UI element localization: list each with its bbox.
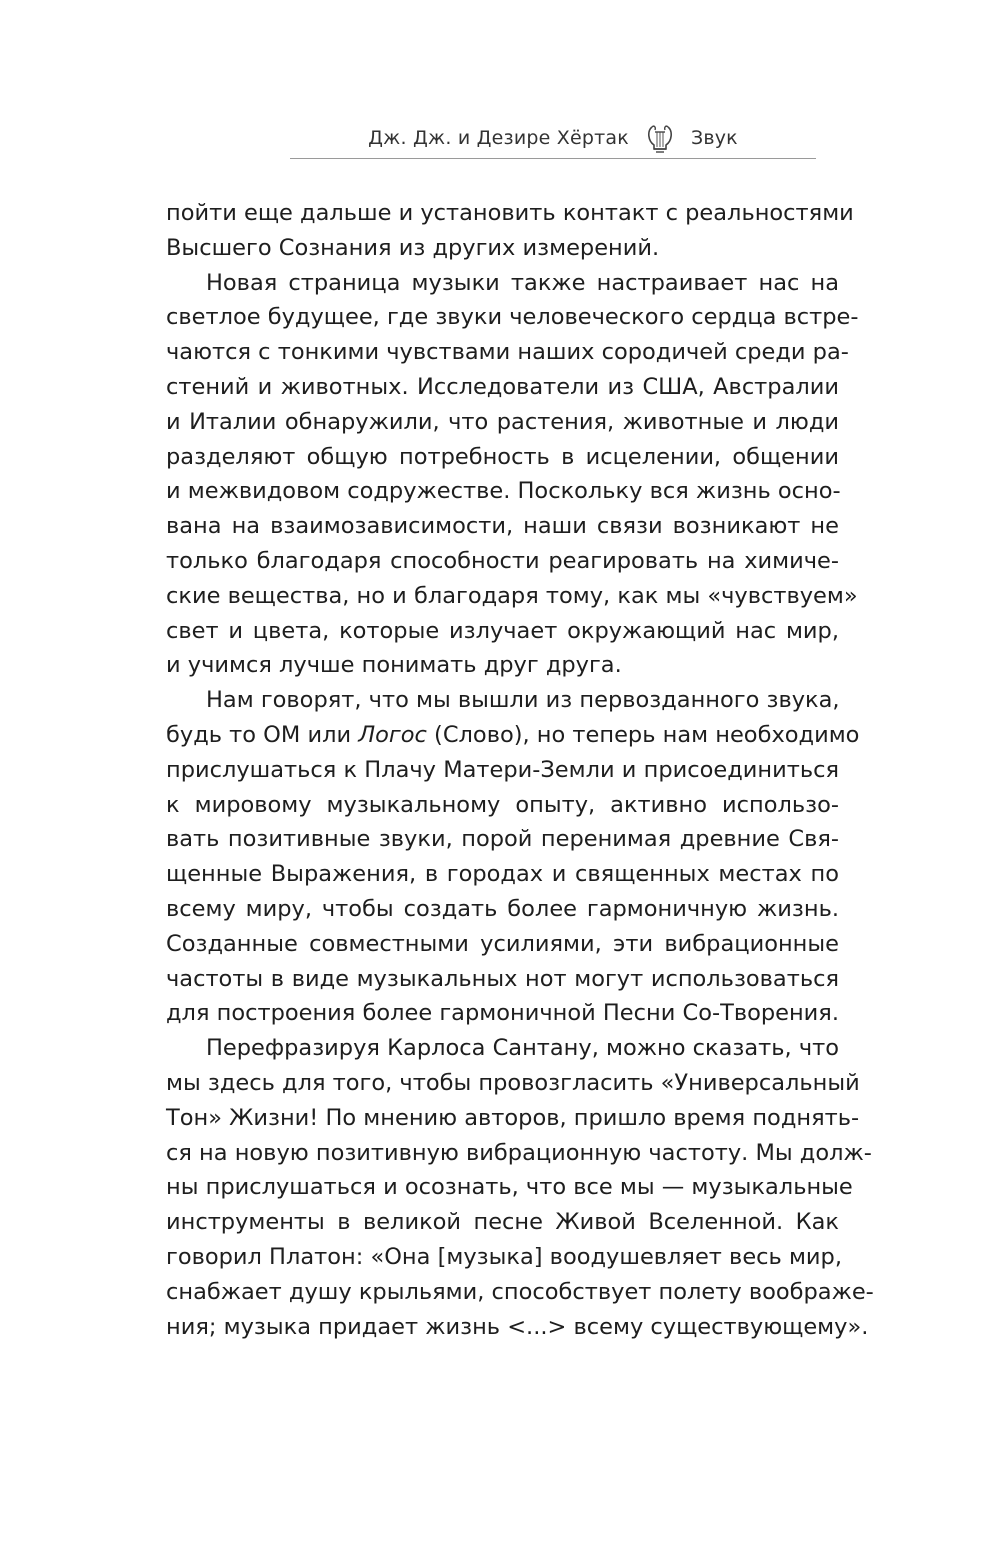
text-line: ся на новую позитивную вибрационную частоту. Мы долж- [166, 1139, 872, 1166]
header-book-title: Звук [690, 127, 738, 149]
text-line: инструменты в великой песне Живой Вселенной. Как [166, 1209, 839, 1236]
text-line: для построения более гармоничной Песни Со-Творения. [166, 1000, 839, 1027]
text-line: мы здесь для того, чтобы провозгласить «Универсальный [166, 1069, 860, 1096]
text-line: всему миру, чтобы создать более гармоничную жизнь. [166, 895, 839, 922]
text-line: ские вещества, но и благодаря тому, как мы «чувствуем» [166, 582, 858, 609]
lyre-icon [643, 121, 677, 155]
text-line: Нам говорят, что мы вышли из первозданного звука, [206, 687, 840, 714]
paragraph-2 [166, 266, 859, 684]
text-line: Новая страница музыки также настраивает нас на [206, 269, 839, 296]
text-line: Созданные совместными усилиями, эти вибрационные [166, 930, 839, 957]
text-line: ния; музыка придает жизнь <...> всему существующему». [166, 1313, 869, 1340]
running-head [290, 118, 816, 159]
text-line: говорил Платон: «Она [музыка] воодушевляет весь мир, [166, 1243, 842, 1270]
text-segment: будь то ОМ или [166, 721, 359, 748]
text-line: щенные Выражения, в городах и священных местах по [166, 861, 839, 888]
text-line: чаются с тонкими чувствами наших сородичей среди ра- [166, 339, 849, 366]
paragraph-1 [166, 196, 854, 266]
text-line: снабжает душу крыльями, способствует полету воображе- [166, 1278, 874, 1305]
text-line: свет и цвета, которые излучает окружающий нас мир, [166, 617, 839, 644]
text-line: и Италии обнаружили, что растения, животные и люди [166, 408, 839, 435]
text-line: частоты в виде музыкальных нот могут использоваться [166, 965, 839, 992]
text-line: к мировому музыкальному опыту, активно использо- [166, 791, 839, 818]
header-authors: Дж. Дж. и Дезире Хёртак [368, 127, 629, 149]
text-line: Высшего Сознания из других измерений. [166, 234, 660, 261]
text-line: Тон» Жизни! По мнению авторов, пришло время поднять- [166, 1104, 860, 1131]
text-line: ны прислушаться и осознать, что все мы — музыкальные [166, 1174, 853, 1201]
paragraph-4 [166, 1031, 874, 1344]
text-line: и учимся лучше понимать друг друга. [166, 652, 622, 679]
text-line: Перефразируя Карлоса Сантану, можно сказать, что [206, 1035, 839, 1062]
text-line: и межвидовом содружестве. Поскольку вся жизнь осно- [166, 478, 841, 505]
text-line: вать позитивные звуки, порой перенимая древние Свя- [166, 826, 839, 853]
text-line: светлое будущее, где звуки человеческого сердца встре- [166, 304, 859, 331]
text-line-with-italic [166, 718, 860, 753]
text-line: стений и животных. Исследователи из США, Австралии [166, 373, 839, 400]
text-line: только благодаря способности реагировать на химиче- [166, 547, 839, 574]
text-line: пойти еще дальше и установить контакт с реальностями [166, 200, 854, 226]
paragraph-3 [166, 683, 860, 1031]
text-line: разделяют общую потребность в исцелении, общении [166, 443, 839, 470]
text-line: прислушаться к Плачу Матери-Земли и присоединиться [166, 756, 839, 783]
body-text [166, 196, 874, 1344]
text-segment: (Слово), но теперь нам необходимо [426, 721, 860, 748]
italic-word-logos: Логос [358, 721, 427, 748]
text-line: вана на взаимозависимости, наши связи возникают не [166, 513, 839, 540]
